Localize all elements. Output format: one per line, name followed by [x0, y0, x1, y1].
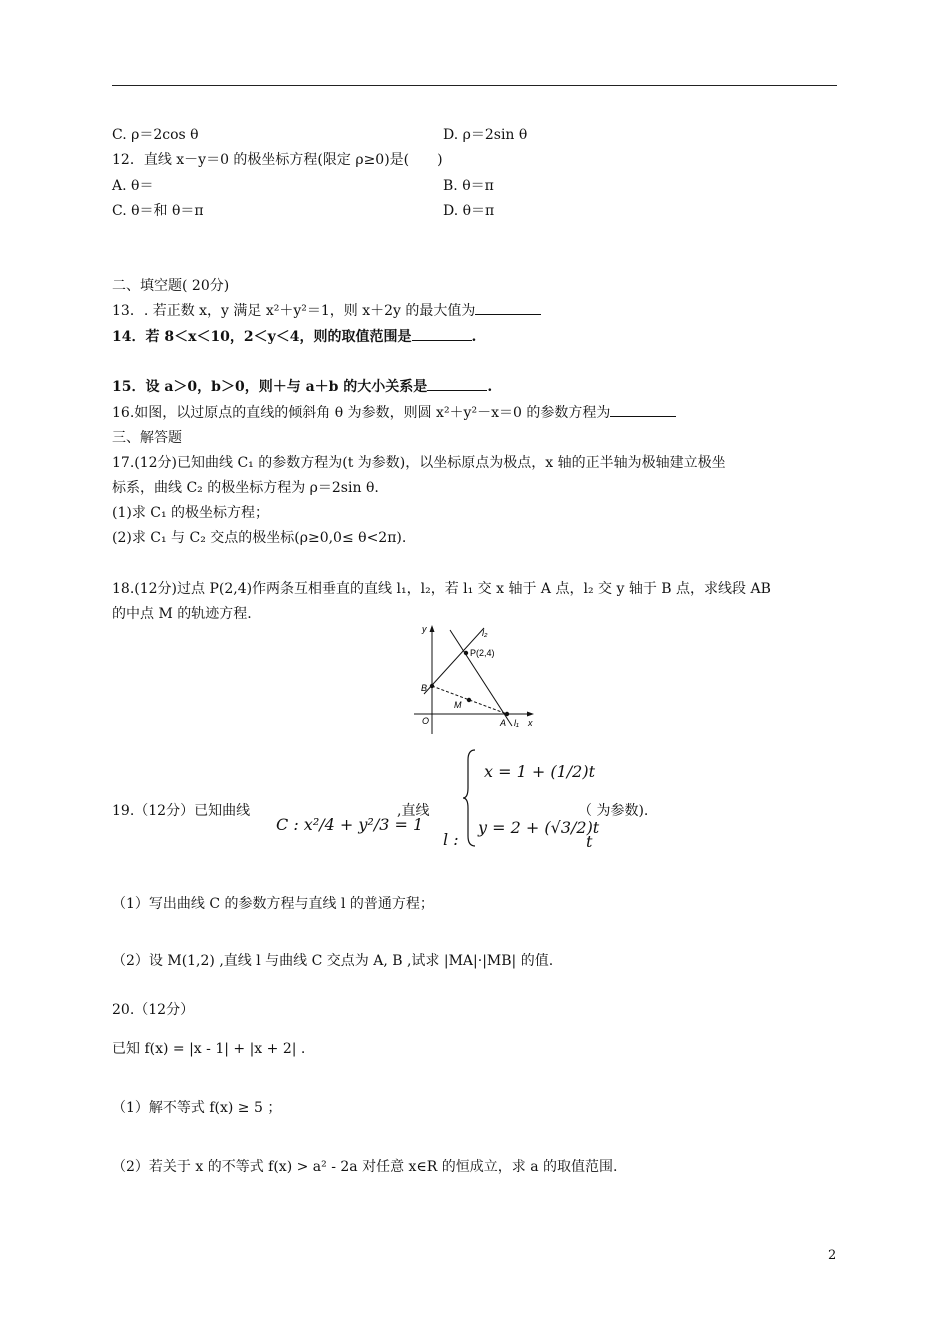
- q19-curve-equation: C : x²/4 + y²/3 = 1: [276, 815, 424, 834]
- q11-option-d: D. ρ＝2sin θ: [443, 127, 528, 143]
- q16-text: 16.如图，以过原点的直线的倾斜角 θ 为参数，则圆 x²＋y²－x＝0 的参数方程为: [112, 405, 611, 421]
- q20-part1: （1）解不等式 f(x) ≥ 5 ；: [112, 1100, 282, 1116]
- label-l1: l₁: [514, 718, 519, 728]
- section-fill-in-title: 二、填空题( 20分): [112, 278, 230, 294]
- q20-given: 已知 f(x) = |x - 1| + |x + 2| .: [112, 1041, 306, 1057]
- q12-option-d: D. θ＝π: [443, 203, 495, 219]
- y-axis-arrow: [430, 625, 435, 632]
- q12-option-b: B. θ＝π: [443, 178, 494, 194]
- q14: [112, 326, 476, 346]
- q16: [112, 402, 676, 422]
- label-l2: l₂: [482, 628, 488, 638]
- q19-param-note: （ 为参数).: [578, 803, 649, 819]
- q12-option-a: A. θ＝: [112, 178, 154, 194]
- q16-answer-blank: [610, 402, 676, 417]
- q20-head: 20.（12分）: [112, 1002, 195, 1018]
- q17-line2: 标系，曲线 C₂ 的极坐标方程为 ρ＝2sin θ.: [112, 480, 379, 496]
- q19-t-label: t: [586, 832, 593, 851]
- q12-stem: 12．直线 x－y＝0 的极坐标方程(限定 ρ≥0)是( ): [112, 152, 443, 168]
- q19-line-equation-2: y = 2 + (√3/2)t: [478, 818, 600, 837]
- q19-mid-text: ,直线: [397, 803, 430, 819]
- label-y: y: [422, 624, 427, 634]
- q17-part2: (2)求 C₁ 与 C₂ 交点的极坐标(ρ≥0,0≤ θ<2π).: [112, 530, 407, 546]
- q17-line1: 17.(12分)已知曲线 C₁ 的参数方程为(t 为参数)，以坐标原点为极点，x 轴的正半轴为极轴建立极坐: [112, 455, 726, 471]
- q20-part2: （2）若关于 x 的不等式 f(x) > a² - 2a 对任意 x∈R 的恒成立，求 a 的取值范围.: [112, 1159, 618, 1175]
- q14-end: .: [471, 329, 477, 345]
- brace-icon: [462, 748, 478, 848]
- q15-text: 15．设 a＞0，b＞0，则＋与 a＋b 的大小关系是: [112, 379, 428, 395]
- q12-option-c: C. θ＝和 θ＝π: [112, 203, 204, 219]
- q15: [112, 376, 492, 396]
- q19-part2: （2）设 M(1,2) ,直线 l 与曲线 C 交点为 A, B ,试求 |MA|·|MB| 的值.: [112, 953, 554, 969]
- point-b: [430, 684, 434, 688]
- q19-line-equation-1: x = 1 + (1/2)t: [484, 762, 596, 781]
- q18-line2: 的中点 M 的轨迹方程.: [112, 606, 252, 622]
- q11-option-c: C. ρ＝2cos θ: [112, 127, 199, 143]
- header-rule: [112, 85, 837, 86]
- q13-text: 13．. 若正数 x，y 满足 x²＋y²＝1，则 x＋2y 的最大值为: [112, 303, 476, 319]
- label-a: A: [500, 718, 507, 728]
- label-o: O: [422, 716, 430, 726]
- q19-line-label: l :: [443, 830, 459, 849]
- x-axis-arrow: [527, 712, 534, 717]
- page-number: 2: [828, 1248, 837, 1263]
- label-b: B: [421, 683, 428, 693]
- point-m: [467, 698, 471, 702]
- q15-answer-blank: [427, 376, 487, 391]
- q14-answer-blank: [412, 326, 472, 341]
- label-m: M: [454, 700, 462, 710]
- q13-answer-blank: [475, 300, 541, 315]
- q17-part1: (1)求 C₁ 的极坐标方程；: [112, 505, 270, 521]
- label-p: P(2,4): [470, 648, 495, 658]
- section-solve-title: 三、解答题: [112, 430, 182, 446]
- q19-part1: （1）写出曲线 C 的参数方程与直线 l 的普通方程；: [112, 896, 434, 912]
- q18-figure: [410, 622, 545, 737]
- q15-end: .: [487, 379, 493, 395]
- point-p: [464, 651, 468, 655]
- label-x: x: [528, 718, 533, 728]
- q19-intro: 19.（12分）已知曲线: [112, 803, 251, 819]
- q18-line1: 18.(12分)过点 P(2,4)作两条互相垂直的直线 l₁，l₂，若 l₁ 交 x 轴于 A 点，l₂ 交 y 轴于 B 点，求线段 AB: [112, 581, 771, 597]
- line-l1: [450, 630, 512, 726]
- point-a: [505, 712, 509, 716]
- q14-text: 14．若 8＜x＜10，2＜y＜4，则的取值范围是: [112, 329, 412, 345]
- q13: [112, 300, 541, 320]
